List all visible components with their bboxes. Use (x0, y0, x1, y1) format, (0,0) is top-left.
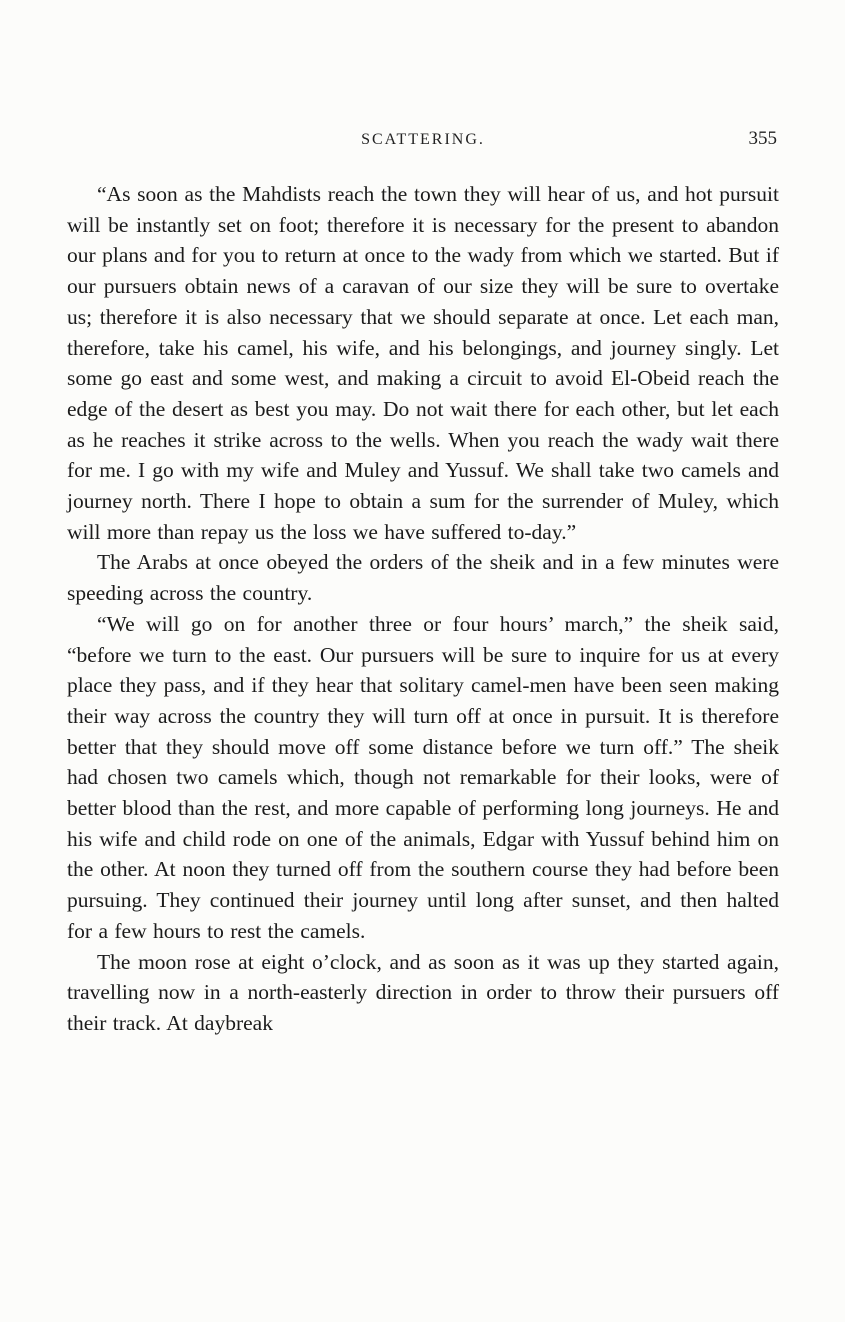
running-head: SCATTERING. (361, 131, 485, 148)
body-text (67, 179, 779, 1039)
page-header (67, 128, 779, 161)
page-number: 355 (748, 128, 777, 149)
paragraph: The moon rose at eight o’clock, and as soon as it was up they started again, travelling now in a north-easterly direction in order to throw their pursuers off their track. At daybreak (67, 949, 779, 1035)
text-block (67, 128, 779, 1039)
paragraph: “We will go on for another three or four hours’ march,” the sheik said, “before we turn to the east. Our pursuers will be sure to inquire for us at every place they pass, and if they hear that solitary camel-men have been seen making their way across the country they will turn off at once in pursuit. It is therefore better that they should move off some distance before we turn off.” The sheik had chosen two camels which, though not remarkable for their looks, were of better blood than the rest, and more capable of performing long journeys. He and his wife and child rode on one of the animals, Edgar with Yussuf behind him on the other. At noon they turned off from the southern course they had before been pursuing. They continued their journey until long after sunset, and then halted for a few hours to rest the camels. (67, 611, 779, 943)
paragraph: “As soon as the Mahdists reach the town they will hear of us, and hot pursuit will be instantly set on foot; therefore it is necessary for the present to abandon our plans and for you to return at once to the wady from which we started. But if our pursuers obtain news of a caravan of our size they will be sure to overtake us; therefore it is also necessary that we should separate at once. Let each man, therefore, take his camel, his wife, and his belongings, and journey singly. Let some go east and some west, and making a circuit to avoid El-Obeid reach the edge of the desert as best you may. Do not wait there for each other, but let each as he reaches it strike across to the wells. When you reach the wady wait there for me. I go with my wife and Muley and Yussuf. We shall take two camels and journey north. There I hope to obtain a sum for the surrender of Muley, which will more than repay us the loss we have suffered to-day.” (67, 182, 779, 544)
paragraph: The Arabs at once obeyed the orders of the sheik and in a few minutes were speeding across the country. (67, 550, 779, 606)
